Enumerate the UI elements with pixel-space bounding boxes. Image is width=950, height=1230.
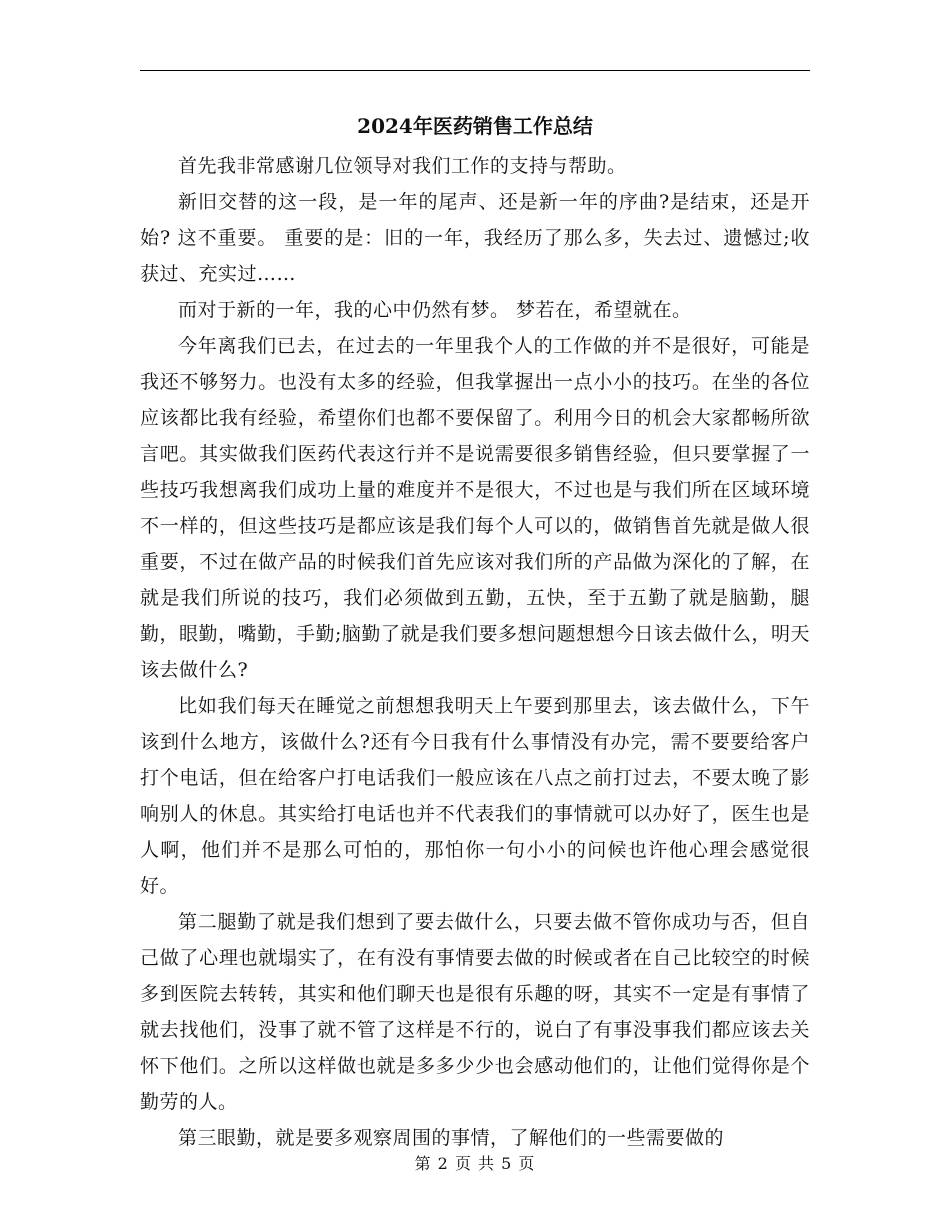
paragraph: 第三眼勤，就是要多观察周围的事情，了解他们的一些需要做的 [178, 1127, 725, 1149]
paragraph: 比如我们每天在睡觉之前想想我明天上午要到那里去，该去做什么，下午该到什么地方，该做什么?还有今日我有什么事情没有办完，需不要要给客户打个电话，但在给客户打电话我们一般应该在八点之前打过去，不要太晚了影响别人的休息。其实给打电话也并不代表我们的事情就可以办好了，医生也是人啊，他们并不是那么可怕的，那怕你一句小小的问候也许他心理会感觉很好。 [140, 695, 810, 897]
document-title: 2024年医药销售工作总结 [357, 114, 593, 138]
document-body [140, 148, 810, 1156]
paragraph: 首先我非常感谢几位领导对我们工作的支持与帮助。 [178, 155, 627, 177]
paragraph: 而对于新的一年，我的心中仍然有梦。 梦若在，希望就在。 [178, 299, 692, 321]
paragraph: 新旧交替的这一段，是一年的尾声、还是新一年的序曲?是结束，还是开始? 这不重要。 重要的是：旧的一年，我经历了那么多，失去过、遗憾过;收获过、充实过…… [140, 191, 810, 285]
paragraph: 今年离我们已去，在过去的一年里我个人的工作做的并不是很好，可能是我还不够努力。也没有太多的经验，但我掌握出一点小小的技巧。在坐的各位应该都比我有经验，希望你们也都不要保留了。利用今日的机会大家都畅所欲言吧。其实做我们医药代表这行并不是说需要很多销售经验，但只要掌握了一些技巧我想离我们成功上量的难度并不是很大，不过也是与我们所在区域环境不一样的，但这些技巧是都应该是我们每个人可以的，做销售首先就是做人很重要，不过在做产品的时候我们首先应该对我们所的产品做为深化的了解，在就是我们所说的技巧，我们必须做到五勤，五快，至于五勤了就是脑勤，腿勤，眼勤，嘴勤，手勤;脑勤了就是我们要多想问题想想今日该去做什么，明天该去做什么? [140, 335, 810, 681]
paragraph: 第二腿勤了就是我们想到了要去做什么，只要去做不管你成功与否，但自己做了心理也就塌实了，在有没有事情要去做的时候或者在自己比较空的时候多到医院去转转，其实和他们聊天也是很有乐趣的呀，其实不一定是有事情了就去找他们，没事了就不管了这样是不行的，说白了有事没事我们都应该去关怀下他们。之所以这样做也就是多多少少也会感动他们的，让他们觉得你是个勤劳的人。 [140, 911, 810, 1113]
header-rule [140, 70, 810, 71]
page-number: 第 2 页 共 5 页 [414, 1154, 536, 1173]
